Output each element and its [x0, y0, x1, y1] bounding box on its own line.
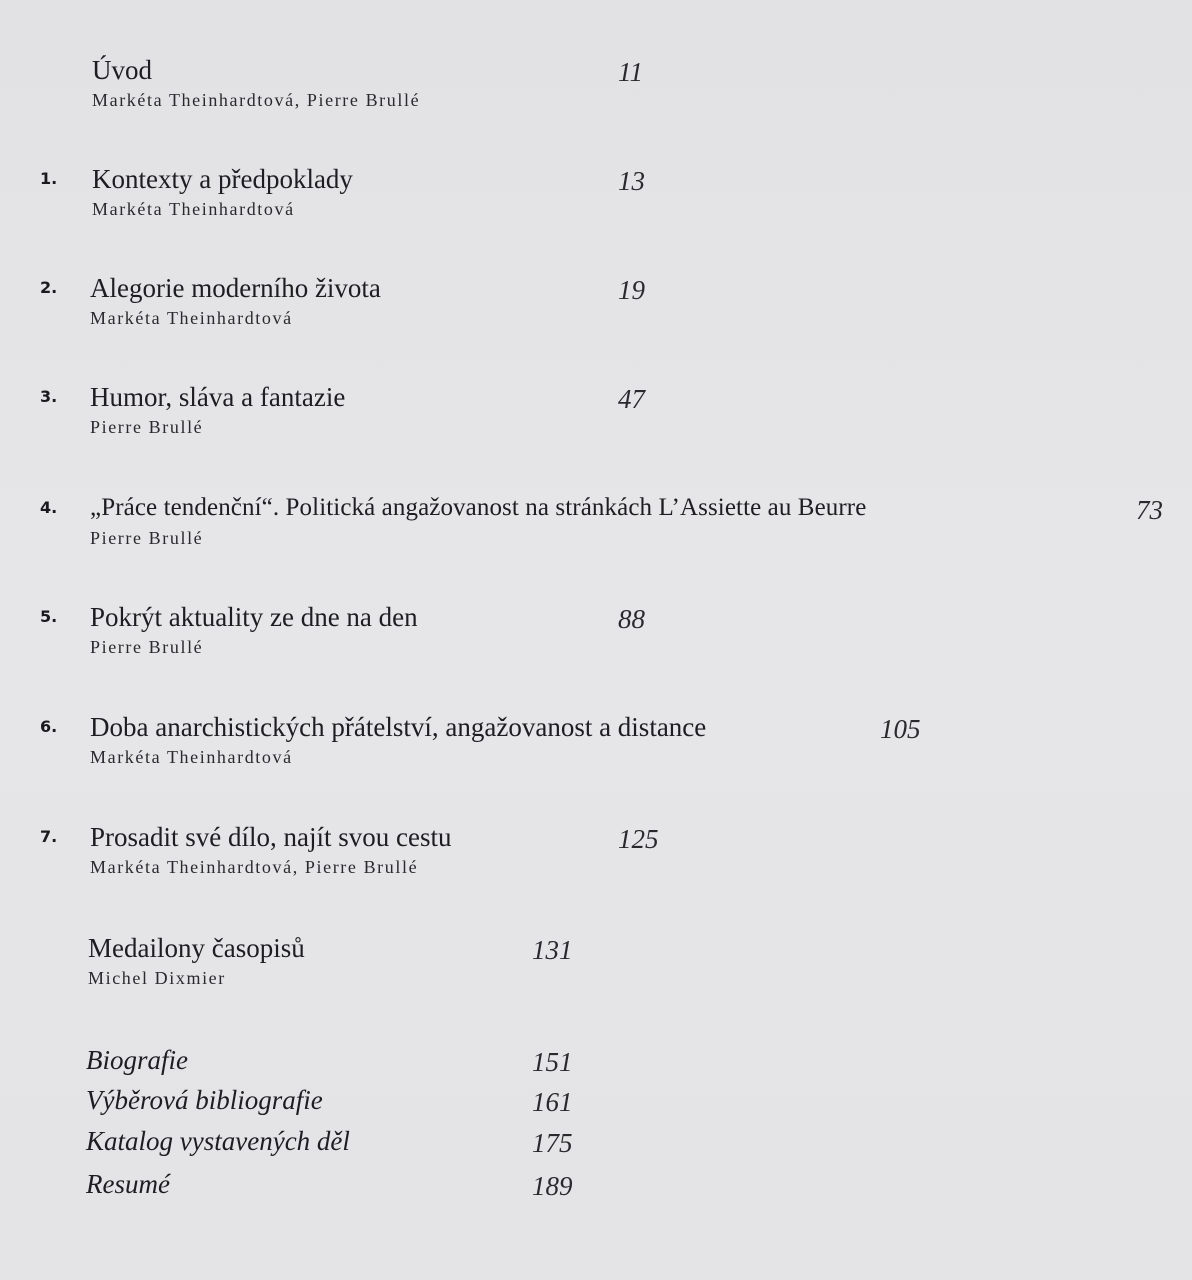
- chapter-author: Markéta Theinhardtová: [90, 308, 293, 328]
- toc-entry-2[interactable]: [0, 272, 1192, 352]
- chapter-title: Úvod: [92, 55, 152, 85]
- chapter-author: Michel Dixmier: [88, 968, 226, 988]
- chapter-title: Alegorie moderního života: [90, 273, 381, 303]
- appendix-title: Výběrová bibliografie: [86, 1085, 323, 1115]
- toc-appendix-resume[interactable]: [0, 1168, 1192, 1208]
- page-number: 19: [618, 275, 645, 305]
- chapter-author: Markéta Theinhardtová: [92, 199, 295, 219]
- page-number: 13: [618, 166, 645, 196]
- chapter-number: 1.: [40, 169, 58, 188]
- toc-entry-uvod[interactable]: [0, 54, 1192, 134]
- toc-appendix-bibliografie[interactable]: [0, 1084, 1192, 1124]
- appendix-title: Katalog vystavených děl: [86, 1126, 350, 1156]
- page-number: 11: [618, 57, 643, 87]
- toc-entry-medailony[interactable]: [0, 932, 1192, 1012]
- toc-entry-6[interactable]: [0, 711, 1192, 791]
- chapter-title: Doba anarchistických přátelství, angažovanost a distance: [90, 712, 707, 742]
- page-number: 73: [1136, 495, 1163, 525]
- chapter-title: „Práce tendenční“. Politická angažovanost na stránkách L’Assiette au Beurre: [90, 494, 867, 521]
- appendix-title: Resumé: [86, 1169, 170, 1199]
- page-number: 125: [618, 824, 659, 854]
- chapter-number: 5.: [40, 607, 58, 626]
- chapter-number: 6.: [40, 717, 58, 736]
- page-number: 175: [532, 1128, 573, 1158]
- toc-entry-7[interactable]: [0, 821, 1192, 901]
- page-number: 47: [618, 384, 645, 414]
- toc-entry-3[interactable]: [0, 381, 1192, 461]
- chapter-title: Prosadit své dílo, najít svou cestu: [90, 822, 452, 852]
- toc-appendix-katalog[interactable]: [0, 1125, 1192, 1165]
- page-number: 189: [532, 1171, 573, 1201]
- chapter-title: Humor, sláva a fantazie: [90, 382, 346, 412]
- page-number: 151: [532, 1047, 573, 1077]
- chapter-title: Medailony časopisů: [88, 933, 305, 963]
- chapter-title: Pokrýt aktuality ze dne na den: [90, 602, 418, 632]
- chapter-author: Pierre Brullé: [90, 417, 204, 437]
- chapter-number: 7.: [40, 827, 58, 846]
- chapter-author: Pierre Brullé: [90, 528, 204, 548]
- appendix-title: Biografie: [86, 1045, 188, 1075]
- chapter-author: Markéta Theinhardtová, Pierre Brullé: [90, 857, 419, 877]
- page-number: 131: [532, 935, 573, 965]
- toc-entry-4[interactable]: [0, 492, 1192, 572]
- toc-appendix-biografie[interactable]: [0, 1044, 1192, 1084]
- chapter-number: 4.: [40, 498, 58, 517]
- page-number: 105: [880, 714, 921, 744]
- toc-entry-1[interactable]: [0, 163, 1192, 243]
- page-number: 161: [532, 1087, 573, 1117]
- chapter-author: Markéta Theinhardtová: [90, 747, 293, 767]
- chapter-title: Kontexty a předpoklady: [92, 164, 353, 194]
- page-number: 88: [618, 604, 645, 634]
- toc-entry-5[interactable]: [0, 601, 1192, 681]
- chapter-author: Markéta Theinhardtová, Pierre Brullé: [92, 90, 421, 110]
- chapter-author: Pierre Brullé: [90, 637, 204, 657]
- chapter-number: 3.: [40, 387, 58, 406]
- chapter-number: 2.: [40, 278, 58, 297]
